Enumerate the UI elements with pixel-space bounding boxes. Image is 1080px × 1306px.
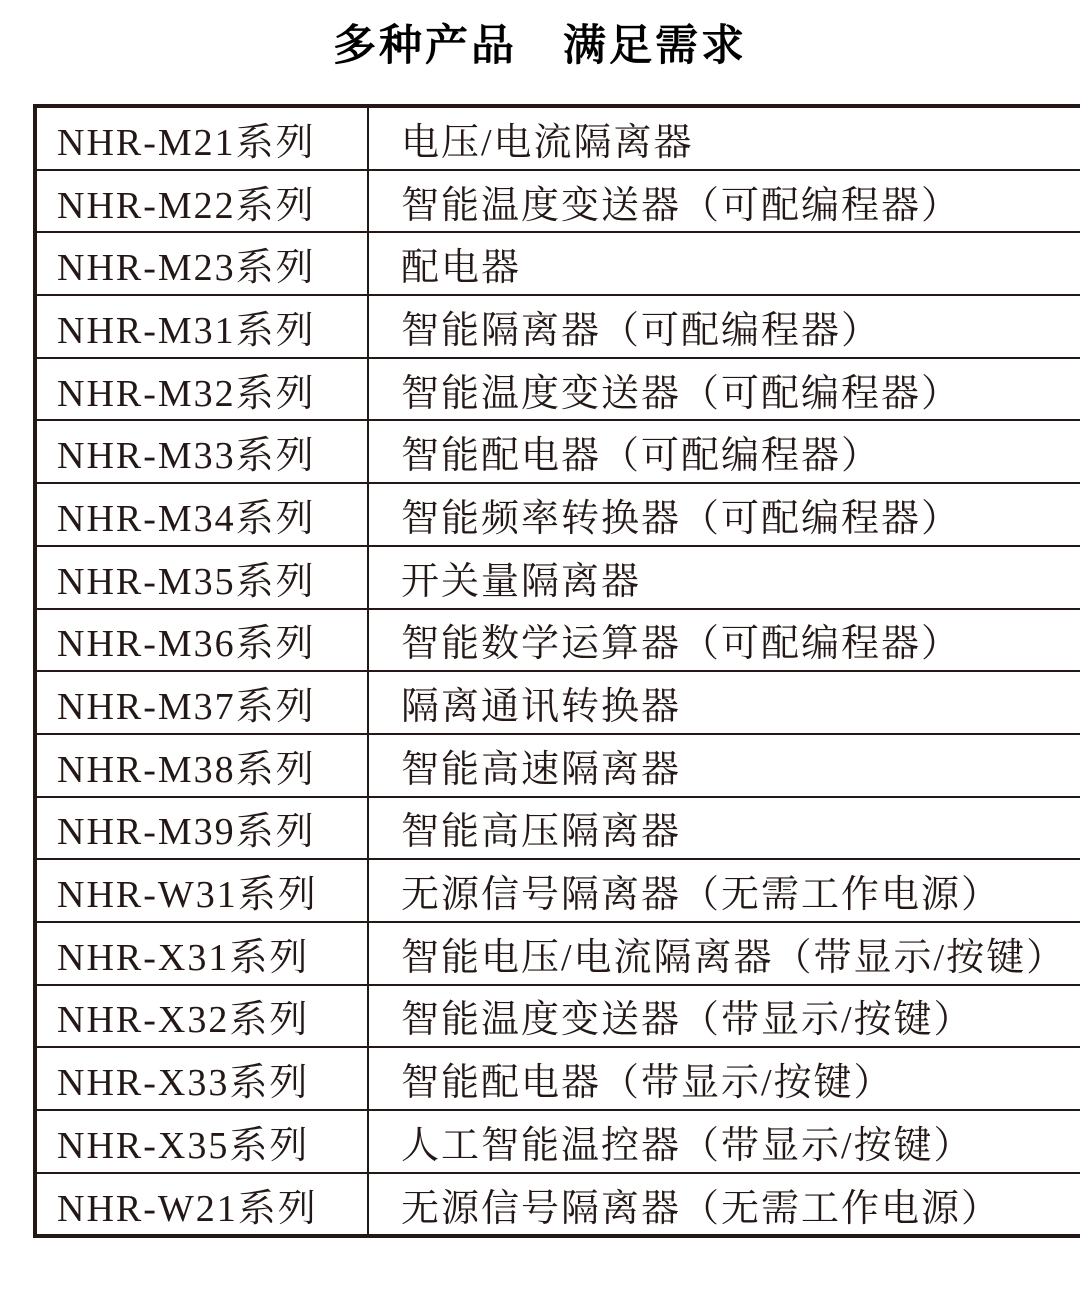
table-row — [35, 922, 1080, 985]
table-row — [35, 797, 1080, 860]
description-cell: 智能数学运算器（可配编程器） — [368, 609, 1080, 672]
description-cell: 人工智能温控器（带显示/按键） — [368, 1110, 1080, 1173]
table-row — [35, 859, 1080, 922]
description-cell: 智能温度变送器（带显示/按键） — [368, 985, 1080, 1048]
description-cell: 智能配电器（可配编程器） — [368, 420, 1080, 483]
table-row — [35, 1110, 1080, 1173]
table-row — [35, 734, 1080, 797]
description-cell: 智能隔离器（可配编程器） — [368, 295, 1080, 358]
description-cell: 智能频率转换器（可配编程器） — [368, 483, 1080, 546]
series-cell: NHR-X35系列 — [35, 1110, 368, 1173]
description-cell: 智能高速隔离器 — [368, 734, 1080, 797]
product-table-body — [35, 106, 1080, 1236]
series-cell: NHR-M21系列 — [35, 106, 368, 170]
description-cell: 智能温度变送器（可配编程器） — [368, 170, 1080, 233]
series-cell: NHR-X31系列 — [35, 922, 368, 985]
table-row — [35, 609, 1080, 672]
series-cell: NHR-X33系列 — [35, 1047, 368, 1110]
table-row — [35, 358, 1080, 421]
table-row — [35, 671, 1080, 734]
table-row — [35, 232, 1080, 295]
description-cell: 智能电压/电流隔离器（带显示/按键） — [368, 922, 1080, 985]
series-cell: NHR-M37系列 — [35, 671, 368, 734]
series-cell: NHR-M32系列 — [35, 358, 368, 421]
series-cell: NHR-W31系列 — [35, 859, 368, 922]
table-row — [35, 106, 1080, 170]
description-cell: 隔离通讯转换器 — [368, 671, 1080, 734]
series-cell: NHR-M33系列 — [35, 420, 368, 483]
table-row — [35, 985, 1080, 1048]
series-cell: NHR-W21系列 — [35, 1173, 368, 1237]
product-table — [33, 104, 1080, 1238]
series-cell: NHR-X32系列 — [35, 985, 368, 1048]
table-row — [35, 170, 1080, 233]
description-cell: 开关量隔离器 — [368, 546, 1080, 609]
description-cell: 智能高压隔离器 — [368, 797, 1080, 860]
series-cell: NHR-M31系列 — [35, 295, 368, 358]
table-row — [35, 420, 1080, 483]
table-row — [35, 546, 1080, 609]
table-row — [35, 1047, 1080, 1110]
series-cell: NHR-M22系列 — [35, 170, 368, 233]
series-cell: NHR-M35系列 — [35, 546, 368, 609]
description-cell: 智能配电器（带显示/按键） — [368, 1047, 1080, 1110]
series-cell: NHR-M36系列 — [35, 609, 368, 672]
series-cell: NHR-M39系列 — [35, 797, 368, 860]
series-cell: NHR-M23系列 — [35, 232, 368, 295]
table-row — [35, 483, 1080, 546]
series-cell: NHR-M34系列 — [35, 483, 368, 546]
description-cell: 电压/电流隔离器 — [368, 106, 1080, 170]
page-title: 多种产品 满足需求 — [333, 22, 747, 70]
series-cell: NHR-M38系列 — [35, 734, 368, 797]
description-cell: 无源信号隔离器（无需工作电源） — [368, 859, 1080, 922]
table-row — [35, 295, 1080, 358]
description-cell: 无源信号隔离器（无需工作电源） — [368, 1173, 1080, 1237]
description-cell: 智能温度变送器（可配编程器） — [368, 358, 1080, 421]
description-cell: 配电器 — [368, 232, 1080, 295]
table-row — [35, 1173, 1080, 1237]
